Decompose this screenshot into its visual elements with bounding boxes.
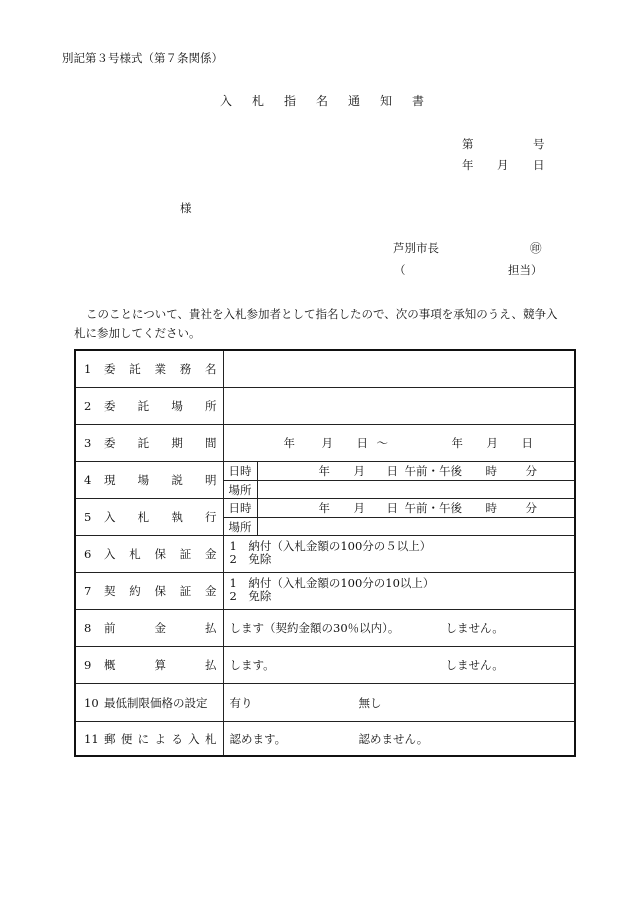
row-label-cell: [75, 425, 223, 462]
document-title: 入 札 指 名 通 知 書: [220, 94, 429, 108]
row-label-char: 証: [179, 584, 192, 598]
bid-deposit-option-pay: 1 納付（入札金額の100分の５以上）: [229, 539, 432, 553]
row-label: [104, 695, 217, 711]
row-number: 10: [84, 695, 99, 710]
date-day: 日: [533, 158, 545, 172]
bid-day: 日: [386, 501, 398, 515]
table-row: [75, 425, 575, 462]
row-label-char: 行: [204, 510, 217, 524]
row-label-char: 所: [204, 399, 217, 413]
row-label-char: 業: [154, 362, 166, 376]
row-label-char: 場: [171, 399, 183, 413]
period-end-day: 日: [521, 436, 533, 450]
row-label-char: 執: [171, 510, 183, 524]
row-value-cell: [223, 425, 575, 462]
briefing-ampm: 午前・午後: [404, 464, 462, 478]
row-label-char: 札: [129, 547, 141, 561]
row-number: 1: [84, 362, 92, 376]
body-paragraph-line1: このことについて、貴社を入札参加者として指名したので、次の事項を承知のうえ、競争入: [86, 307, 558, 321]
contact-open: （: [394, 263, 406, 277]
bid-month: 月: [353, 501, 365, 515]
table-row: [75, 462, 575, 499]
table-row: [75, 536, 575, 573]
row-label-cell: [75, 499, 223, 536]
row-label-cell: [75, 536, 223, 573]
row-label-char: 期: [171, 436, 183, 450]
min-price-yes: 有り: [229, 695, 253, 710]
row-label-cell: [75, 350, 223, 388]
table-row: [75, 573, 575, 610]
table-row: [75, 499, 575, 536]
bid-deposit-option-exempt: 2 免除: [229, 552, 272, 566]
row-label: [104, 546, 217, 562]
bid-minute: 分: [525, 501, 537, 515]
contract-deposit-option-pay: 1 納付（入札金額の100分の10以上）: [229, 576, 435, 590]
row-value-cell: [223, 536, 575, 573]
row-label-char: 払: [205, 621, 217, 635]
row-label: [104, 398, 217, 414]
row-label-char: 金: [205, 547, 217, 561]
row-label-char: 保: [154, 584, 166, 598]
contract-deposit-option-exempt: 2 免除: [229, 589, 272, 603]
row-label-char: 概: [104, 658, 116, 672]
row-label-char: 明: [204, 473, 217, 487]
min-price-no: 無し: [358, 695, 382, 710]
row-label-char: 払: [205, 658, 217, 672]
row-label-char: 説: [171, 473, 183, 487]
contact-close: 担当）: [508, 263, 543, 277]
row-label-char: 札: [137, 510, 150, 524]
row-label-char: 場: [137, 473, 150, 487]
seal-mark: ㊞: [530, 241, 542, 255]
advance-yes: します（契約金額の30％以内）。: [229, 621, 400, 635]
row-number: 11: [84, 731, 99, 746]
briefing-day: 日: [386, 464, 398, 478]
row-label: [104, 657, 217, 673]
table-row: [75, 388, 575, 425]
row-value-cell: [223, 684, 575, 722]
table-row: [75, 350, 575, 388]
row-label-char: 委: [104, 436, 116, 450]
row-label-char: 算: [154, 658, 166, 672]
row-value-cell: [223, 573, 575, 610]
row-label: [104, 731, 217, 747]
approx-no: しません。: [445, 658, 504, 672]
row-label: [104, 472, 217, 488]
row-number: 9: [84, 658, 92, 672]
row-value-cell: [223, 350, 575, 388]
bid-date-label: 日時: [224, 499, 258, 517]
briefing-hour: 時: [485, 464, 497, 478]
row-number: 3: [84, 436, 92, 450]
row-label-char: る: [171, 731, 183, 746]
row-label-char: 証: [179, 547, 192, 561]
row-label-cell: [75, 722, 223, 757]
row-label-char: 入: [104, 510, 116, 524]
period-start-month: 月: [321, 436, 333, 450]
row-label-char: 金: [154, 621, 166, 635]
row-label-char: 金: [205, 584, 217, 598]
document-number-suffix: 号: [533, 137, 545, 151]
briefing-year: 年: [318, 464, 330, 478]
row-number: 8: [84, 621, 92, 635]
row-label-char: 委: [104, 399, 116, 413]
row-value-cell: [223, 462, 575, 499]
briefing-month: 月: [353, 464, 365, 478]
row-label-cell: [75, 388, 223, 425]
addressee-suffix: 様: [180, 201, 192, 215]
row-value-cell: [223, 722, 575, 757]
briefing-date-label: 日時: [224, 462, 258, 480]
date-month: 月: [497, 158, 509, 172]
period-end-year: 年: [451, 436, 463, 450]
row-value-cell: [223, 388, 575, 425]
row-label-char: 郵: [104, 731, 116, 746]
briefing-minute: 分: [525, 464, 537, 478]
table-row: [75, 684, 575, 722]
row-label-char: 札: [204, 731, 217, 746]
row-label-char: 入: [188, 731, 200, 746]
advance-no: しません。: [445, 621, 504, 635]
row-label-char: 便: [120, 731, 133, 746]
bid-hour: 時: [485, 501, 497, 515]
row-label-char: に: [137, 731, 150, 746]
row-label-cell: [75, 573, 223, 610]
body-paragraph-line2: 札に参加してください。: [74, 326, 201, 340]
row-label-cell: [75, 610, 223, 647]
row-label-char: 前: [104, 621, 116, 635]
period-start-year: 年: [283, 436, 295, 450]
row-label-char: 契: [104, 584, 116, 598]
table-row: [75, 610, 575, 647]
notice-items-table: [74, 349, 576, 757]
issuer-name: 芦別市長: [393, 241, 439, 255]
bid-place-label: 場所: [224, 518, 258, 535]
briefing-place-label: 場所: [224, 481, 258, 498]
row-label-char: 保: [154, 547, 166, 561]
period-tilde: ～: [376, 436, 388, 450]
table-row: [75, 722, 575, 757]
period-start-day: 日: [356, 436, 368, 450]
postal-no: 認めません。: [358, 731, 429, 746]
row-label-char: 入: [104, 547, 116, 561]
table-row: [75, 647, 575, 684]
row-label-cell: [75, 647, 223, 684]
row-number: 6: [84, 547, 92, 561]
approx-yes: します。: [229, 658, 275, 672]
row-label-cell: [75, 684, 223, 722]
row-label: [104, 620, 217, 636]
row-label-cell: [75, 462, 223, 499]
document-number-prefix: 第: [462, 137, 474, 151]
row-value-cell: [223, 499, 575, 536]
row-label: [104, 509, 217, 525]
postal-yes: 認めます。: [229, 731, 287, 746]
row-number: 5: [84, 510, 92, 524]
row-label: [104, 583, 217, 599]
row-label-char: 現: [104, 473, 116, 487]
row-label: [104, 435, 217, 451]
row-label-char: 名: [205, 362, 217, 376]
form-reference: 別記第３号様式（第７条関係）: [62, 51, 223, 65]
row-number: 2: [84, 399, 92, 413]
row-label-char: 託: [129, 362, 141, 376]
row-label-char: 間: [204, 436, 217, 450]
bid-year: 年: [318, 501, 330, 515]
row-label-char: 委: [104, 362, 116, 376]
row-value-cell: [223, 647, 575, 684]
row-label-char: 約: [129, 584, 141, 598]
row-number: 4: [84, 473, 92, 487]
row-label-char: 託: [137, 436, 150, 450]
row-label-char: 務: [179, 362, 192, 376]
row-label-char: よ: [154, 731, 166, 746]
row-label: [104, 361, 217, 377]
row-label-char: 託: [137, 399, 150, 413]
bid-ampm: 午前・午後: [404, 501, 462, 515]
row-value-cell: [223, 610, 575, 647]
period-end-month: 月: [486, 436, 498, 450]
row-number: 7: [84, 584, 92, 598]
row-label-char: 最低制限価格の設定: [104, 695, 208, 710]
date-year: 年: [462, 158, 474, 172]
